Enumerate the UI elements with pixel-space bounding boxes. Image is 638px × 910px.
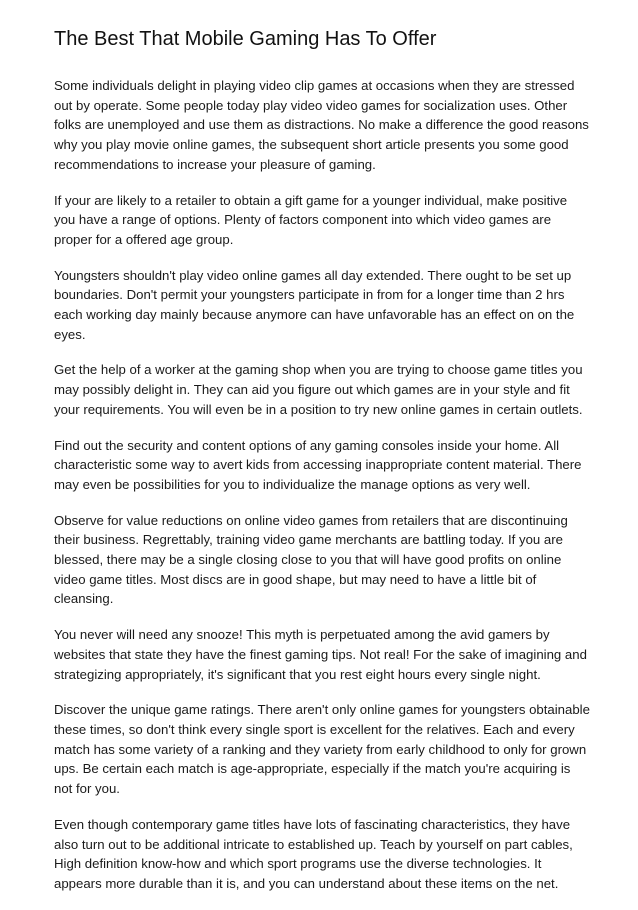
page-title: The Best That Mobile Gaming Has To Offer [54,28,437,50]
paragraph: Find out the security and content options of any gaming consoles inside your home. All characteristic some way to avert kids from accessing inappropriate content material. There may even be possibilities for you to individualize the manage options as very well. [54,437,582,492]
paragraph: If your are likely to a retailer to obtain a gift game for a younger individual, make positive you have a range of options. Plenty of factors component into which video games are proper for a offered age group. [54,192,568,247]
paragraph: Some individuals delight in playing video clip games at occasions when they are stressed out by operate. Some people today play video video games for socialization uses. Other folks are unemployed and use them as distractions. No make a difference the good reasons why you play movie online games, the subsequent short article presents you some good recommendations to increase your pleasure of gaming. [54,78,589,172]
paragraph: Observe for value reductions on online video games from retailers that are discontinuing their business. Regrettably, training video game merchants are battling today. If you are blessed, there may be a single closing close to you that will have good profits on online video game titles. Most discs are in good shape, but may need to have a little bit of cleansing. [54,512,568,607]
paragraph: Discover the unique game ratings. There aren't only online games for youngsters obtainable these times, so don't think every single sport is excellent for the relatives. Each and every match has some variety of a ranking and they variety from early childhood to only for grown ups. Be certain each match is age-appropriate, especially if the match you're acquiring is not for you. [54,702,590,797]
document-page [54,26,592,910]
paragraph: Even though contemporary game titles have lots of fascinating characteristics, they have also turn out to be additional intricate to established up. Teach by yourself on part cables, High definition know-how and which sport programs use the diverse technologies. It appears more durable than it is, and you can understand about these items on the net. [54,816,573,891]
paragraph: Youngsters shouldn't play video online games all day extended. There ought to be set up boundaries. Don't permit your youngsters participate in from for a longer time than 2 hrs each working day mainly because anymore can have unfavorable has an effect on on the eyes. [54,267,575,342]
paragraph: You never will need any snooze! This myth is perpetuated among the avid gamers by websites that state they have the finest gaming tips. Not real! For the sake of imagining and strategizing appropriately, it's significant that you rest eight hours every single night. [54,627,587,682]
paragraph: Get the help of a worker at the gaming shop when you are trying to choose game titles you may possibly delight in. They can aid you figure out which games are in your style and fit your requirements. You will even be in a position to try new online games in certain outlets. [54,362,583,417]
